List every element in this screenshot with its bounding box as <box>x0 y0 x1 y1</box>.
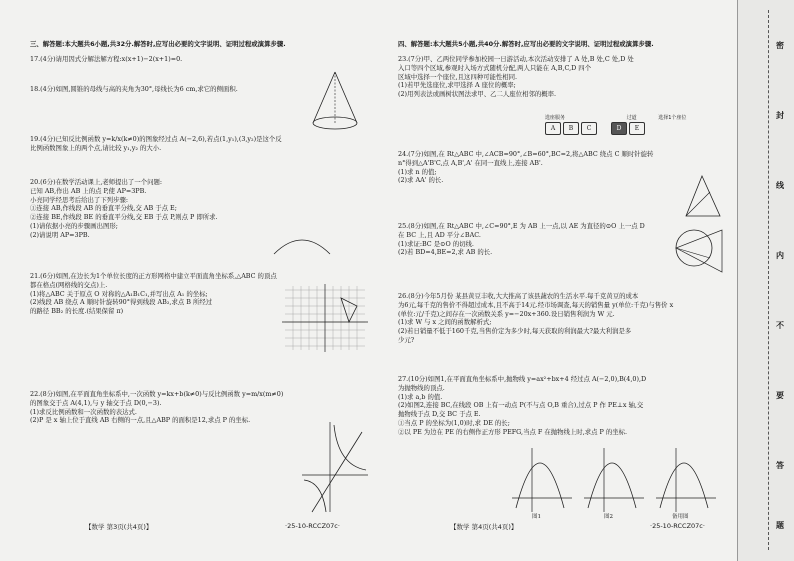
fig-caption-2: 图2 <box>604 514 613 520</box>
seal-line-margin <box>737 0 794 561</box>
seat-label-aisle: 过道 <box>626 115 637 121</box>
q22-line: (1)求反比例函数和一次函数的表达式. <box>30 407 137 416</box>
q20-line: 20.(6分)在数学活动课上,老师提出了一个问题: <box>30 178 163 186</box>
question-22 <box>30 390 283 425</box>
question-25 <box>398 222 645 257</box>
q21-line: (2)线段 AB 绕点 A 顺时针旋转90°得到线段 AB₂,求点 B 所经过 <box>30 298 213 307</box>
q24-line: n°得到△A'B'C,点 A,B',A' 在同一直线上,连接 AB'. <box>398 158 543 167</box>
q20-line: ①连接 AB,作线段 AB 的垂直平分线,交 AB 于点 E; <box>30 204 177 213</box>
seat-label-service: 选座服务 <box>545 115 566 121</box>
q23-line: 入口等四个区域,参观时入场方式随机分配,两人只能在 A,B,C,D 四个 <box>398 63 592 72</box>
parabola-fig3 <box>656 448 716 512</box>
section-title-right: 四、解答题:本大题共5小题,共40分.解答时,应写出必要的文字说明、证明过程或演算步骤. <box>398 40 654 48</box>
q24-line: 24.(7分)如图,在 Rt△ABC 中,∠ACB=90°,∠B=60°,BC=2,将△ABC 绕点 C 顺时针旋转 <box>398 150 654 158</box>
footer-left-page: 【数学 第3页(共4页)】 <box>85 523 153 531</box>
grid-figure <box>280 282 370 357</box>
q27-line: ②以 PE 为边在 PE 的右侧作正方形 PEFG,当点 F 在抛物线上时,求点 P 的坐标. <box>398 427 628 436</box>
question-19 <box>30 135 282 153</box>
q22-line: 22.(8分)如图,在平面直角坐标系中,一次函数 y=kx+b(k≠0)与反比例函数 y=m/x(m≠0) <box>30 390 284 398</box>
q27-line: (1)求 a,b 的值. <box>398 392 443 401</box>
q27-line: ①当点 P 的坐标为(1,0)时,求 DE 的长; <box>398 419 510 428</box>
q21-line: (1)将△ABC 关于原点 O 对称的△A₁B₁C₁,并写出点 A₁ 的坐标; <box>30 289 208 298</box>
footer-right-page: 【数学 第4页(共4页)】 <box>450 523 518 531</box>
q25-line: 在 BC 上,且 AD 平分∠BAC. <box>398 230 481 239</box>
function-graph <box>300 420 370 515</box>
q20-line: ②连接 BE,作线段 BE 的垂直平分线,交 EB 于点 P,则点 P 即所求. <box>30 213 218 222</box>
footer-right-code: ·25-10-RCCZ07c· <box>650 522 705 530</box>
q24-line: (2)求 AA' 的长. <box>398 176 444 185</box>
parabola-fig2 <box>584 448 644 512</box>
seal-char: 答 <box>776 461 784 470</box>
seat-a: A <box>545 122 561 135</box>
q26-line: 少元? <box>398 336 415 345</box>
q24-line: (1)求 n 的值; <box>398 167 437 176</box>
q20-line: (2)请说明 AP=3PB. <box>30 230 90 239</box>
q23-line: 区域中选择一个座位,且这四种可能性相同. <box>398 72 518 81</box>
question-26 <box>398 292 673 345</box>
question-17 <box>30 55 182 64</box>
seat-c: C <box>581 122 597 135</box>
seal-char: 封 <box>776 111 784 120</box>
question-23 <box>398 55 634 99</box>
q20-line: 小亮同学经思考后给出了下列步骤: <box>30 195 129 204</box>
left-page <box>30 40 375 425</box>
question-18 <box>30 85 238 94</box>
fig-caption-1: 图1 <box>532 514 541 520</box>
q26-line: (单位:元/千克)之间存在一次函数关系 y=−20x+360.设日销售利润为 W 元. <box>398 309 615 318</box>
seal-char: 密 <box>776 41 784 50</box>
q26-line: 为6元,每千克的售价不得超过成本,且不高于14元.经市场调查,每天的销售量 y(单位:千克)与售价 x <box>398 300 674 309</box>
seat-b: B <box>563 122 579 135</box>
q27-line: (2)如图2,连接 BC,在线段 OB 上有一动点 P(不与点 O,B 重合),过点 P 作 PE⊥x 轴,交 <box>398 401 644 410</box>
seal-char: 内 <box>776 251 784 260</box>
q26-line: 26.(8分)今年5月份 某县黄豆丰收,大大推高了该县蔬农的生活水平.每千克黄豆的成本 <box>398 292 639 300</box>
q22-line: 的图象交于点 A(4,1),与 y 轴交于点 D(0,−3). <box>30 398 162 407</box>
q27-line: 抛物线于点 D,交 BC 于点 E. <box>398 410 481 419</box>
question-21 <box>30 272 277 316</box>
question-20 <box>30 178 218 240</box>
seat-e: E <box>629 122 645 135</box>
seal-char: 题 <box>776 521 784 530</box>
q18-line: 18.(4分)如图,圆锥的母线与高的夹角为30°,母线长为6 cm,求它的侧面积. <box>30 85 238 93</box>
q21-line: 都在格点(网格线的交点)上. <box>30 280 108 289</box>
parabola-figures <box>510 446 720 516</box>
q20-line: 已知 AB,作出 AB 上的点 P,使 AP=3PB. <box>30 186 147 195</box>
q23-line: (2)用列表法或画树状图法求甲、乙二人座位相邻的概率. <box>398 90 557 99</box>
q27-line: 27.(10分)如图1,在平面直角坐标系中,抛物线 y=ax²+bx+4 经过点 A(−2,0),B(4,0),D <box>398 375 647 383</box>
seat-options <box>545 114 686 121</box>
question-27 <box>398 375 646 437</box>
q21-line: 的路径 BB₂ 的长度.(结果保留 π) <box>30 307 124 316</box>
footer-left-code: ·25-10-RCCZ07c· <box>285 522 340 530</box>
q25-line: (2)若 BD=4,BE=2,求 AB 的长. <box>398 248 493 257</box>
q22-line: (2)P 是 x 轴上位于直线 AB 右侧的一点,且△ABP 的面积是12,求点 P 的坐标. <box>30 416 251 425</box>
seat-boxes <box>545 122 647 135</box>
q26-line: (2)若日销量不低于160千克,当售价定为多少时,每天获取的利润最大?最大利润是多 <box>398 327 632 336</box>
triangle-figure <box>680 172 725 222</box>
q26-line: (1)求 W 与 x 之间的函数解析式; <box>398 318 492 327</box>
seal-char: 不 <box>776 321 784 330</box>
q19-line: 比例函数图象上的两个点,请比较 y₁,y₂ 的大小. <box>30 143 162 152</box>
q23-line: 23.(7分)甲、乙两位同学参加校园一日游活动,本次活动安排了 A 处,B 处,C 处,D 处 <box>398 55 634 63</box>
q25-line: (1)求证:BC 是⊙O 的切线. <box>398 239 474 248</box>
section-title-left: 三、解答题:本大题共6小题,共32分.解答时,应写出必要的文字说明、证明过程或演算步骤. <box>30 40 286 48</box>
parabola-fig1 <box>512 448 572 512</box>
circle-figure <box>672 222 727 277</box>
seal-dash-line <box>768 10 769 550</box>
q19-line: 19.(4分)已知反比例函数 y=k/x(k≠0)的图象经过点 A(−2,6),若点(1,y₁),(3,y₂)是这个反 <box>30 135 282 143</box>
q21-line: 21.(6分)如图,在边长为1个单位长度的正方形网格中建立平面直角坐标系,△ABC 的顶点 <box>30 272 277 280</box>
cone-figure <box>305 68 365 138</box>
seal-char: 要 <box>776 391 784 400</box>
q25-line: 25.(8分)如图,在 Rt△ABC 中,∠C=90°,E 为 AB 上一点,以 AE 为直径的⊙O 上一点 D <box>398 222 645 230</box>
q27-line: 为抛物线的顶点. <box>398 383 445 392</box>
fig-caption-3: 备用图 <box>672 514 689 520</box>
q23-line: (1)若甲先选座位,求甲选择 A 座位的概率; <box>398 81 516 90</box>
q20-line: (1)请依据小亮的步骤画出图形; <box>30 222 118 231</box>
seat-label-choose: 选择1个座位 <box>658 115 687 121</box>
q17-line: 17.(4分)请用因式分解法解方程:x(x+1)−2(x+1)=0. <box>30 55 183 63</box>
seal-char: 线 <box>776 181 784 190</box>
question-24 <box>398 150 653 185</box>
arc-figure <box>270 230 334 258</box>
seat-d: D <box>611 122 627 135</box>
